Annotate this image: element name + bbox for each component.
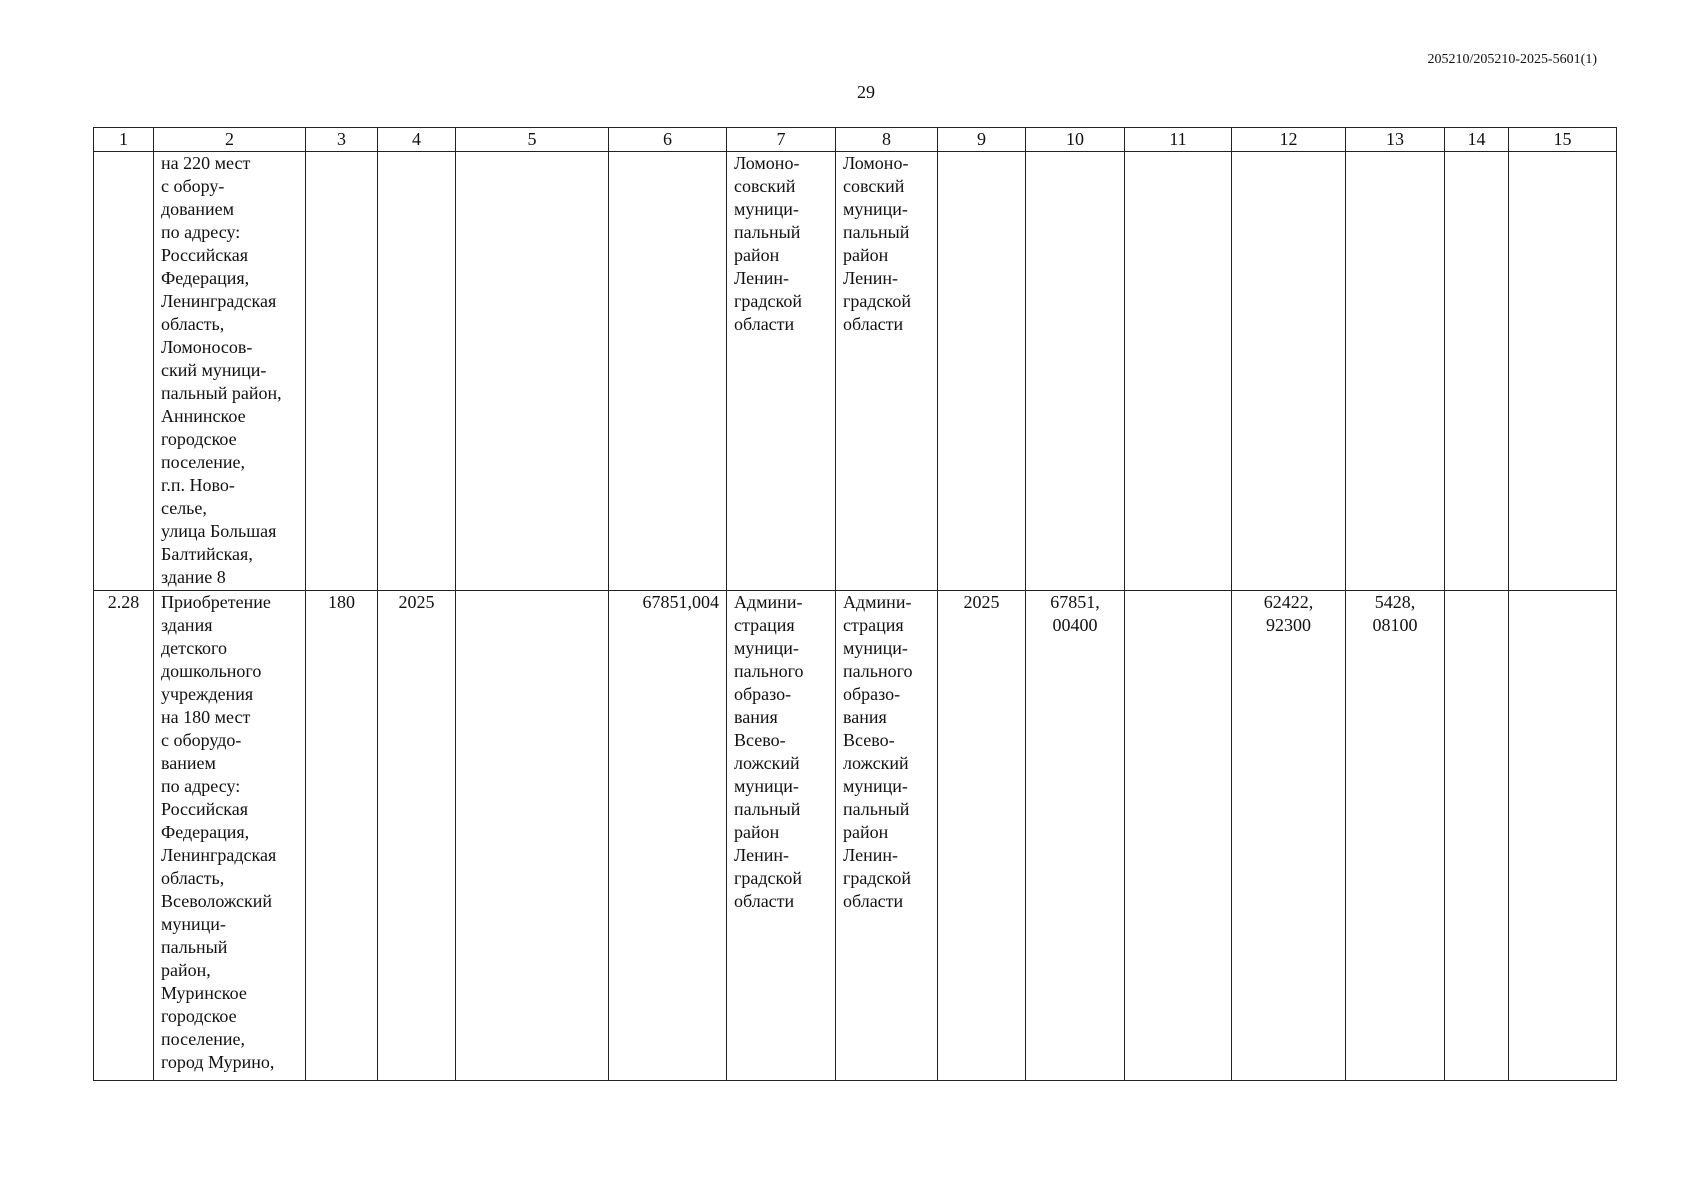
table-cell-amount: 5428, 08100 <box>1346 591 1445 1081</box>
table-cell-developer: Ломоно- совский муници- пальный район Ленин- градской области <box>836 152 938 591</box>
table-cell <box>456 152 609 591</box>
table-cell <box>1232 152 1346 591</box>
table-cell-developer: Админи- страция муници- пального образо- вания Всево- ложский муници- пальный район Ленин- градской области <box>836 591 938 1081</box>
page-number: 29 <box>857 82 875 102</box>
table-cell-number: 2.28 <box>94 591 154 1081</box>
table-cell <box>1445 591 1509 1081</box>
column-header: 7 <box>727 128 836 152</box>
table-cell-year: 2025 <box>378 591 456 1081</box>
table-cell-customer: Админи- страция муници- пального образо- вания Всево- ложский муници- пальный район Ленин- градской области <box>727 591 836 1081</box>
table-cell <box>1509 591 1617 1081</box>
column-header: 9 <box>938 128 1026 152</box>
table-cell <box>456 591 609 1081</box>
column-header: 15 <box>1509 128 1617 152</box>
column-header: 4 <box>378 128 456 152</box>
table-cell <box>1445 152 1509 591</box>
table-cell <box>1509 152 1617 591</box>
table-cell <box>1125 591 1232 1081</box>
table-cell <box>1026 152 1125 591</box>
table-cell <box>306 152 378 591</box>
document-id: 205210/205210-2025-5601(1) <box>1427 52 1597 67</box>
table-cell-cost: 67851,004 <box>609 591 727 1081</box>
table-cell-number <box>94 152 154 591</box>
table-cell-customer: Ломоно- совский муници- пальный район Ленин- градской области <box>727 152 836 591</box>
column-header: 11 <box>1125 128 1232 152</box>
table-cell-total: 67851, 00400 <box>1026 591 1125 1081</box>
table-cell <box>1125 152 1232 591</box>
column-header: 8 <box>836 128 938 152</box>
table-cell-capacity: 180 <box>306 591 378 1081</box>
column-header: 5 <box>456 128 609 152</box>
table-cell <box>609 152 727 591</box>
table-row <box>94 152 1617 591</box>
table-cell <box>1346 152 1445 591</box>
column-header: 1 <box>94 128 154 152</box>
table-cell <box>378 152 456 591</box>
table-cell <box>938 152 1026 591</box>
column-header: 12 <box>1232 128 1346 152</box>
column-header: 6 <box>609 128 727 152</box>
header-row <box>94 128 1617 152</box>
column-header: 13 <box>1346 128 1445 152</box>
column-header: 2 <box>154 128 306 152</box>
data-table <box>93 127 1617 1081</box>
column-header: 14 <box>1445 128 1509 152</box>
column-header: 10 <box>1026 128 1125 152</box>
table-cell-year: 2025 <box>938 591 1026 1081</box>
table-cell-amount: 62422, 92300 <box>1232 591 1346 1081</box>
table-row <box>94 591 1617 1081</box>
table-cell-object: Приобретение здания детского дошкольного учреждения на 180 мест с оборудо- ванием по адресу: Российская Федерация, Ленинградская область, Всеволожский муници- пальный район, Муринское городское поселение, город Мурино, <box>154 591 306 1081</box>
table-cell-object: на 220 мест с обору- дованием по адресу: Российская Федерация, Ленинградская область, Ломоносов- ский муници- пальный район, Аннинское городское поселение, г.п. Ново- селье, улица Большая Балтийская, здание 8 <box>154 152 306 591</box>
column-header: 3 <box>306 128 378 152</box>
